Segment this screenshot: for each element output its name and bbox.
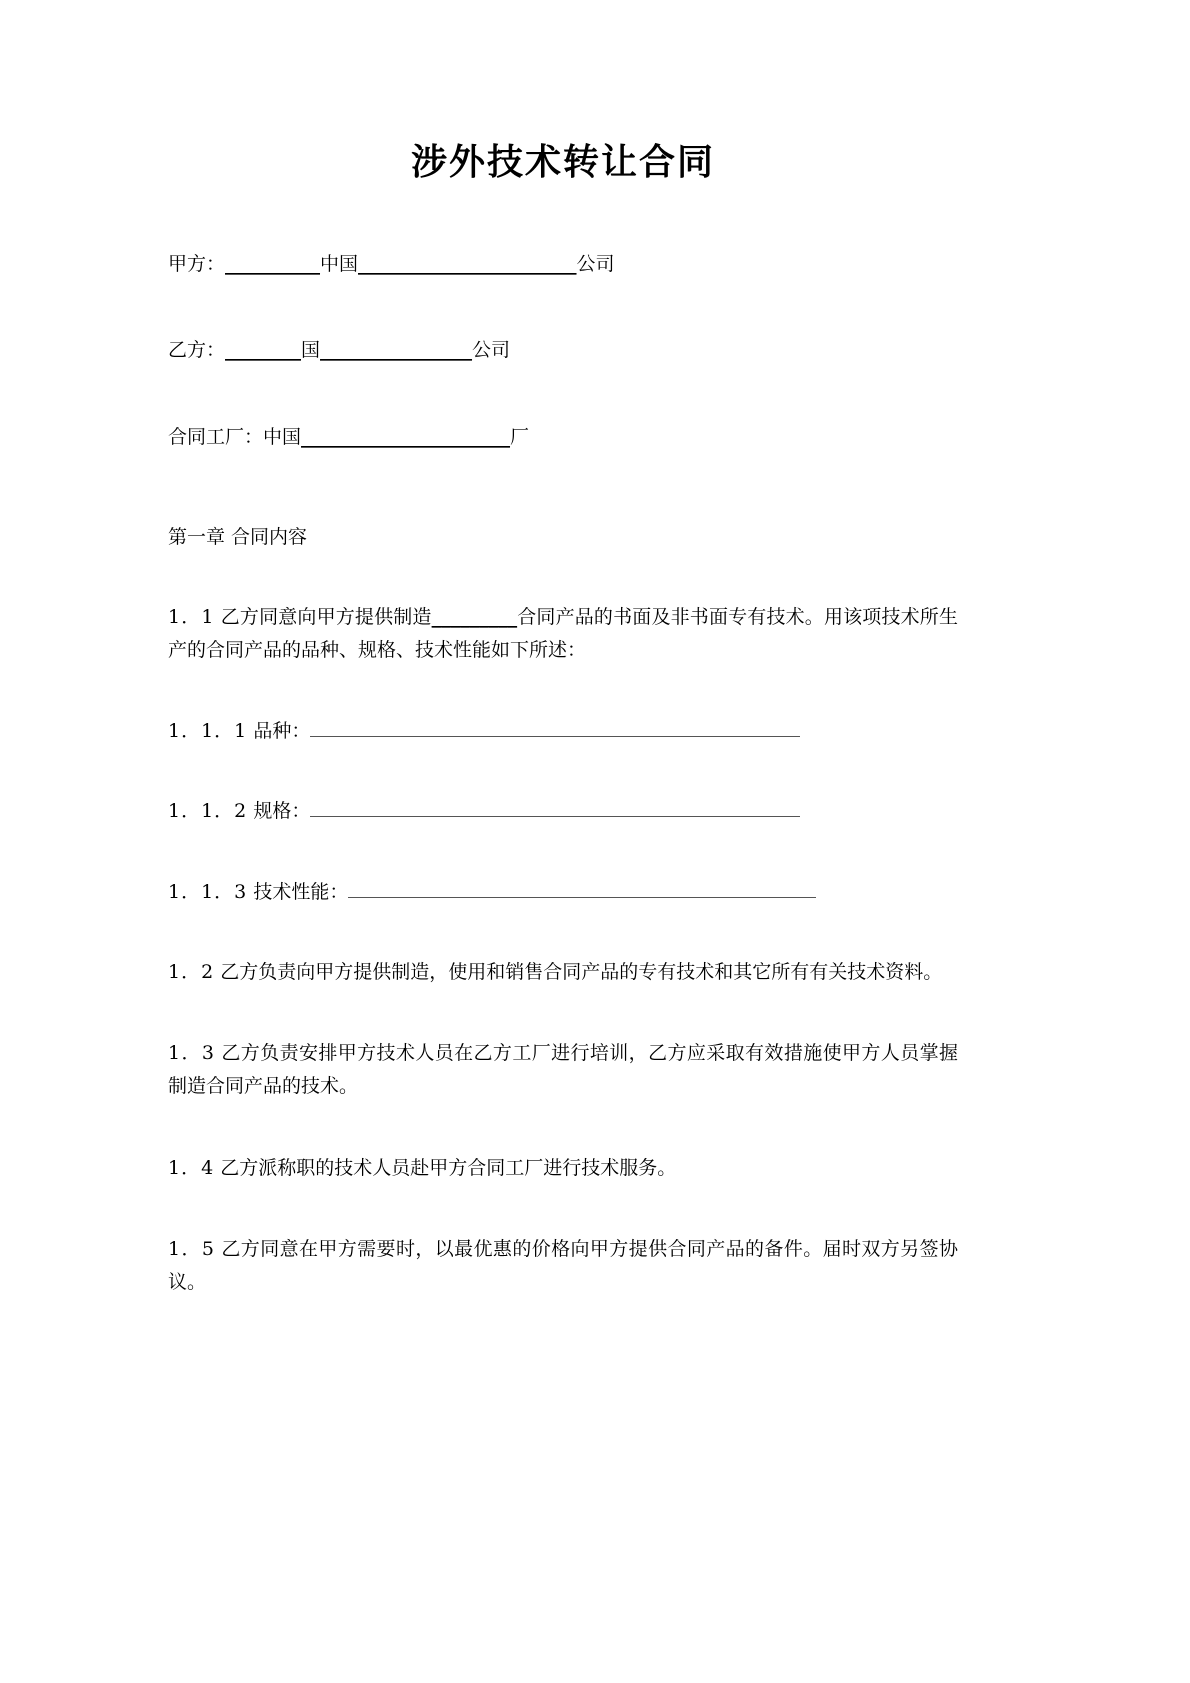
clause-1-5-number: 1．5: [168, 1237, 215, 1260]
party-b-country: 国: [301, 339, 321, 362]
contract-factory-suffix: 厂: [510, 425, 530, 448]
subclause-1-1-2-fill-line[interactable]: [310, 798, 800, 817]
subclause-1-1-3: [168, 876, 958, 908]
chapter-heading: 第一章 合同内容: [168, 526, 308, 549]
party-b-suffix: 公司: [472, 339, 511, 362]
page-title: 涉外技术转让合同: [410, 141, 715, 183]
contract-factory-country: 中国: [263, 425, 302, 448]
clause-1-2: [168, 956, 958, 989]
subclause-1-1-2-number: 1．1．2: [168, 800, 248, 823]
subclause-1-1-3-number: 1．1．3: [168, 880, 248, 903]
clause-1-1-text-before: 乙方同意向甲方提供制造: [220, 605, 432, 628]
party-b-blank-1[interactable]: ________: [225, 339, 302, 362]
party-b-label: 乙方：: [168, 339, 226, 362]
party-a-suffix: 公司: [576, 253, 615, 275]
clause-1-1: [168, 601, 958, 668]
subclause-1-1-1-fill-line[interactable]: [310, 718, 800, 737]
clause-1-1-blank[interactable]: _________: [431, 605, 518, 628]
clause-1-4-number: 1．4: [168, 1156, 215, 1179]
party-a-country: 中国: [320, 253, 359, 275]
document-body: [168, 0, 958, 1299]
subclause-1-1-1: [168, 715, 958, 747]
party-a-label: 甲方：: [168, 253, 226, 275]
clause-1-2-text: 乙方负责向甲方提供制造，使用和销售合同产品的专有技术和其它所有有关技术资料。: [220, 960, 943, 983]
party-a-line: [168, 249, 958, 279]
clause-1-1-number: 1．1: [168, 605, 215, 628]
subclause-1-1-1-label: 品种：: [253, 720, 311, 743]
clause-1-3-text: 乙方负责安排甲方技术人员在乙方工厂进行培训，乙方应采取有效措施使甲方人员掌握制造合同产品的技术。: [168, 1042, 958, 1098]
subclause-1-1-1-number: 1．1．1: [168, 720, 248, 743]
contract-factory-label: 合同工厂：: [168, 425, 264, 448]
clause-1-2-number: 1．2: [168, 960, 215, 983]
clause-1-3-number: 1．3: [168, 1042, 215, 1065]
clause-1-4-text: 乙方派称职的技术人员赴甲方合同工厂进行技术服务。: [220, 1156, 677, 1179]
subclause-1-1-2-label: 规格：: [253, 800, 311, 823]
clause-1-3: [168, 1037, 958, 1104]
subclause-1-1-2: [168, 795, 958, 827]
party-b-blank-2[interactable]: ________________: [320, 339, 473, 362]
party-a-blank-1[interactable]: __________: [225, 253, 321, 275]
subclause-1-1-3-fill-line[interactable]: [348, 879, 816, 898]
party-block: [168, 249, 958, 452]
contract-factory-blank[interactable]: ______________________: [301, 425, 511, 448]
party-a-blank-2[interactable]: _______________________: [358, 253, 577, 275]
contract-factory-line: [168, 422, 958, 452]
party-b-line: [168, 335, 958, 365]
subclause-1-1-3-label: 技术性能：: [253, 880, 349, 903]
clause-1-4: [168, 1152, 958, 1185]
clause-1-5: [168, 1233, 958, 1300]
clause-1-5-text: 乙方同意在甲方需要时，以最优惠的价格向甲方提供合同产品的备件。届时双方另签协议。: [168, 1237, 958, 1294]
clause-1-1-text-after: 合同产品的书面及非书面专有技术。用该项技术所生产的合同产品的品种、规格、技术性能如下所述：: [168, 605, 958, 661]
